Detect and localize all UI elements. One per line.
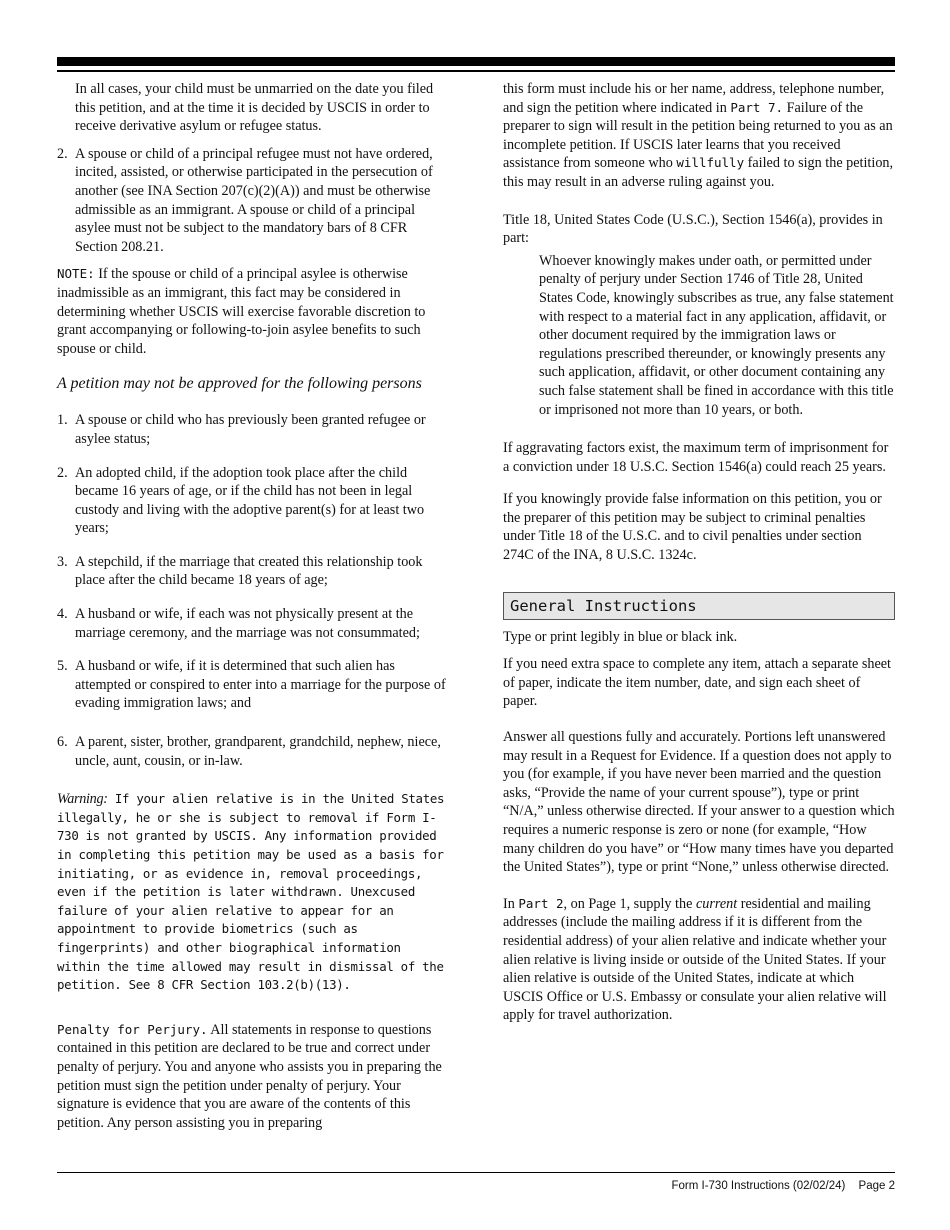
current-word: current bbox=[695, 895, 738, 912]
list-item bbox=[57, 553, 449, 590]
ink-paragraph: Type or print legibly in blue or black ink. bbox=[503, 628, 738, 645]
part-2-ref: Part 2 bbox=[518, 895, 564, 911]
item-number: 2. bbox=[57, 145, 68, 162]
not-approved-heading: A petition may not be approved for the following persons bbox=[57, 375, 422, 393]
addresses-paragraph bbox=[503, 895, 895, 1025]
item-text: A stepchild, if the marriage that created this relationship took place after the child became 18 years of age; bbox=[75, 553, 423, 589]
item-number: 5. bbox=[57, 658, 68, 675]
footer-page-number: Page 2 bbox=[858, 1180, 895, 1192]
part-7-ref: Part 7. bbox=[730, 99, 784, 115]
item-number: 1. bbox=[57, 412, 68, 429]
item-number: 2. bbox=[57, 464, 68, 481]
addresses-text-c: residential and mailing addresses (include the mailing address if it is different from the residential address) of your alien relative and indicate whether your alien relative is living inside or outside of the United States. If your alien relative is outside of the United States, indicate at which USCIS Office or U.S. Embassy or consulate your alien relative will apply for travel authorization. bbox=[503, 895, 887, 1024]
item-text: A parent, sister, brother, grandparent, grandchild, nephew, niece, uncle, aunt, cousin, or in-law. bbox=[75, 734, 441, 769]
statute-quote: Whoever knowingly makes under oath, or permitted under penalty of perjury under Section 1746 of Title 28, United States Code, knowingly subscribes as true, any false statement with respect to a material fact in any application, affidavit, or other document required by the immigration laws or regulations prescribed thereunder, or knowingly presents any such application, affidavit, or other document containing any such false statement shall be fined in accordance with this title or imprisoned not more than 10 years, or both. bbox=[539, 252, 894, 418]
list-item bbox=[57, 605, 449, 642]
aggravating-paragraph: If aggravating factors exist, the maximum term of imprisonment for a conviction under 18 U.S.C. Section 1546(a) could reach 25 years. bbox=[503, 440, 889, 475]
footer-rule bbox=[57, 1172, 895, 1173]
footer-form-label: Form I-730 Instructions (02/02/24) bbox=[671, 1180, 846, 1192]
list-item bbox=[57, 733, 449, 770]
right-column bbox=[503, 80, 895, 1025]
left-column bbox=[57, 80, 449, 1132]
penalty-text: All statements in response to questions contained in this petition are declared to be true and correct under penalty of perjury. You and anyone who assists you in preparing the petition must sign the petition under penalty of perjury. Your signature is evidence that you are aware of the contents of this petition. Any person assisting you in preparing bbox=[57, 1021, 442, 1131]
list-item bbox=[57, 464, 449, 538]
preparer-text-b: Failure of the preparer to sign will result in the petition being returned to you as an incomplete petition. If USCIS later learns that you received assistance from someone who bbox=[503, 99, 893, 172]
general-instructions-heading: General Instructions bbox=[503, 592, 895, 620]
warning-label: Warning: bbox=[57, 791, 108, 808]
item-text: A spouse or child who has previously been granted refugee or asylee status; bbox=[75, 412, 426, 447]
preparer-paragraph bbox=[503, 80, 895, 192]
list-item bbox=[57, 145, 449, 257]
note-paragraph bbox=[57, 265, 449, 358]
preparer-text-a: this form must include his or her name, address, telephone number, and sign the petition where indicated in bbox=[503, 81, 885, 116]
header-rule-thick bbox=[57, 57, 895, 66]
item-text: A spouse or child of a principal refugee must not have ordered, incited, assisted, or otherwise participated in the persecution of another (see INA Section 207(c)(2)(A)) and must be otherwise admissible as an immigrant. A spouse or child of a principal asylee must not be subject to the mandatory bars of 8 CFR Section 208.21. bbox=[75, 145, 433, 255]
list-item bbox=[57, 411, 449, 448]
willfully-word: willfully bbox=[676, 155, 745, 171]
penalty-label: Penalty for Perjury. bbox=[57, 1021, 208, 1037]
false-info-paragraph: If you knowingly provide false information on this petition, you or the preparer of this petition may be subject to criminal penalties under Title 18 of the U.S.C. and to civil penalties under section 274C of the INA, 8 U.S.C. 1324c. bbox=[503, 491, 882, 564]
answer-questions-paragraph: Answer all questions fully and accurately. Portions left unanswered may result in a Request for Evidence. If a question does not apply to you (for example, if you have never been married and the question asks, “Provide the name of your current spouse”), type or print “N/A,” unless otherwise directed. If your answer to a question which requires a numeric response is zero or none (for example, “How many children do you have” or “How many times have you departed the United States”), type or print “None,” unless otherwise directed. bbox=[503, 729, 895, 876]
item-text: An adopted child, if the adoption took place after the child became 16 years of age, or if the child has not been in legal custody and living with the adoptive parent(s) for at least two years; bbox=[75, 464, 425, 537]
page-footer bbox=[671, 1180, 895, 1192]
item-number: 6. bbox=[57, 734, 68, 751]
child-unmarried-paragraph: In all cases, your child must be unmarried on the date you filed this petition, and at the time it is decided by USCIS in order to receive derivative asylum or refugee status. bbox=[75, 81, 434, 135]
item-number: 3. bbox=[57, 553, 68, 570]
item-number: 4. bbox=[57, 606, 68, 623]
item-text: A husband or wife, if each was not physically present at the marriage ceremony, and the marriage was not consummated; bbox=[75, 606, 420, 641]
header-rule-thin bbox=[57, 70, 895, 72]
item-text: A husband or wife, if it is determined that such alien has attempted or conspired to enter into a marriage for the purpose of evading immigration laws; and bbox=[75, 658, 446, 712]
list-item bbox=[57, 657, 449, 713]
warning-text: If your alien relative is in the United States illegally, he or she is subject to removal if Form I-730 is not granted by USCIS. Any information provided in completing this petition may be used as a basis for initiating, or as evidence in, removal proceedings, even if the petition is later withdrawn. Unexcused failure of your alien relative to appear for an appointment to provide biometrics (such as fingerprints) and other biographical information within the time allowed may result in dismissal of the petition. See 8 CFR Section 103.2(b)(13). bbox=[57, 791, 445, 993]
not-approved-list bbox=[57, 411, 449, 770]
penalty-paragraph bbox=[57, 1021, 449, 1133]
note-label: NOTE: bbox=[57, 266, 95, 282]
note-text: If the spouse or child of a principal asylee is otherwise inadmissible as an immigrant, this fact may be considered in determining whether USCIS will exercise favorable discretion to grant accompanying or following-to-join asylee benefits to such spouse or child. bbox=[57, 266, 426, 357]
extra-space-paragraph: If you need extra space to complete any item, attach a separate sheet of paper, indicate the item number, date, and sign each sheet of paper. bbox=[503, 656, 892, 710]
addresses-text-a: In bbox=[503, 895, 519, 912]
title18-paragraph: Title 18, United States Code (U.S.C.), Section 1546(a), provides in part: bbox=[503, 211, 883, 247]
addresses-text-b: , on Page 1, supply the bbox=[563, 895, 696, 912]
warning-paragraph bbox=[57, 790, 449, 995]
preparer-text-c: failed to sign the petition, this may result in an adverse ruling against you. bbox=[503, 155, 894, 190]
